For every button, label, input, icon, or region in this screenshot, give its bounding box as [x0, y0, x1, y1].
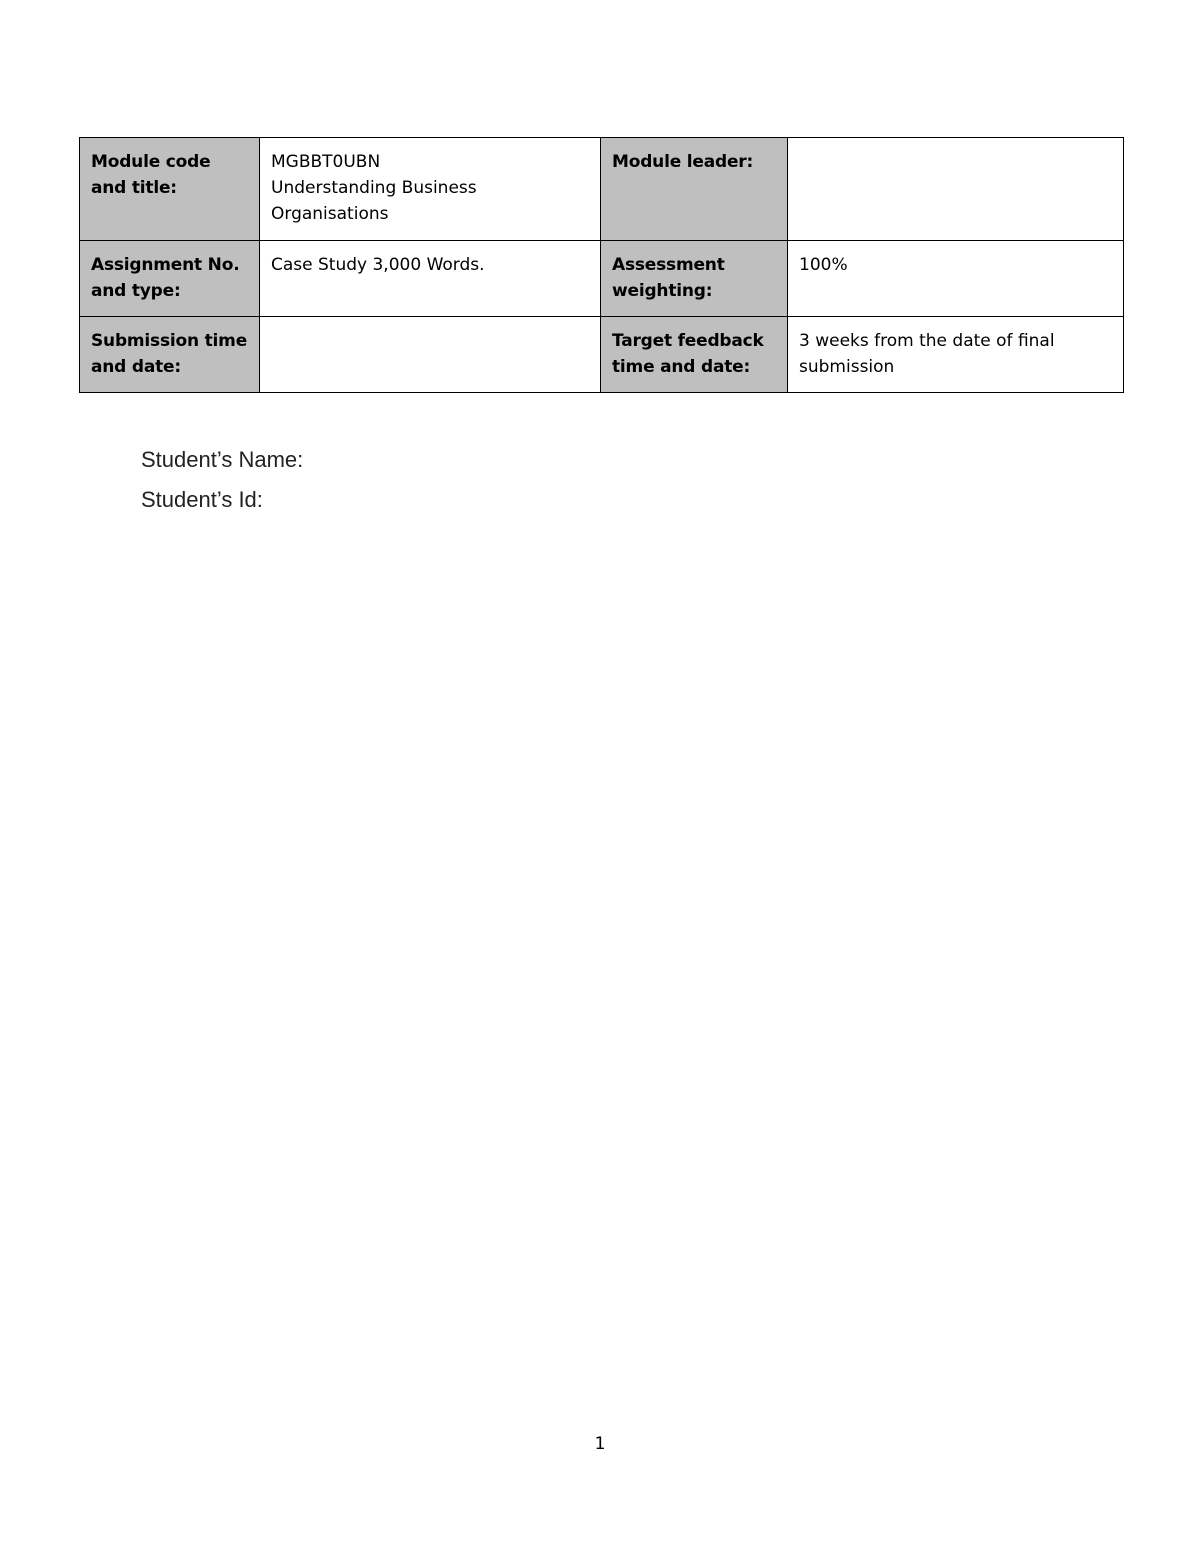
module-code: MGBBT0UBN — [271, 152, 381, 172]
assignment-type-value: Case Study 3,000 Words. — [260, 241, 601, 317]
student-name-label: Student’s Name: — [141, 447, 304, 472]
page-number: 1 — [594, 1434, 606, 1454]
assessment-weighting-value: 100% — [788, 241, 1124, 317]
table-row — [80, 138, 1124, 241]
student-id-label: Student’s Id: — [141, 487, 263, 512]
assignment-info-table — [79, 137, 1124, 393]
module-code-value — [260, 138, 601, 241]
target-feedback-label: Target feedback time and date: — [601, 317, 788, 393]
module-title-line-2: Organisations — [271, 204, 389, 224]
assignment-type-label: Assignment No. and type: — [80, 241, 260, 317]
assessment-weighting-label: Assessment weighting: — [601, 241, 788, 317]
table-row — [80, 317, 1124, 393]
submission-date-label: Submission time and date: — [80, 317, 260, 393]
module-leader-label: Module leader: — [601, 138, 788, 241]
module-code-label: Module code and title: — [80, 138, 260, 241]
module-leader-value[interactable] — [788, 138, 1124, 241]
target-feedback-value: 3 weeks from the date of final submission — [788, 317, 1124, 393]
submission-date-value[interactable] — [260, 317, 601, 393]
table-row — [80, 241, 1124, 317]
module-title-line-1: Understanding Business — [271, 178, 477, 198]
